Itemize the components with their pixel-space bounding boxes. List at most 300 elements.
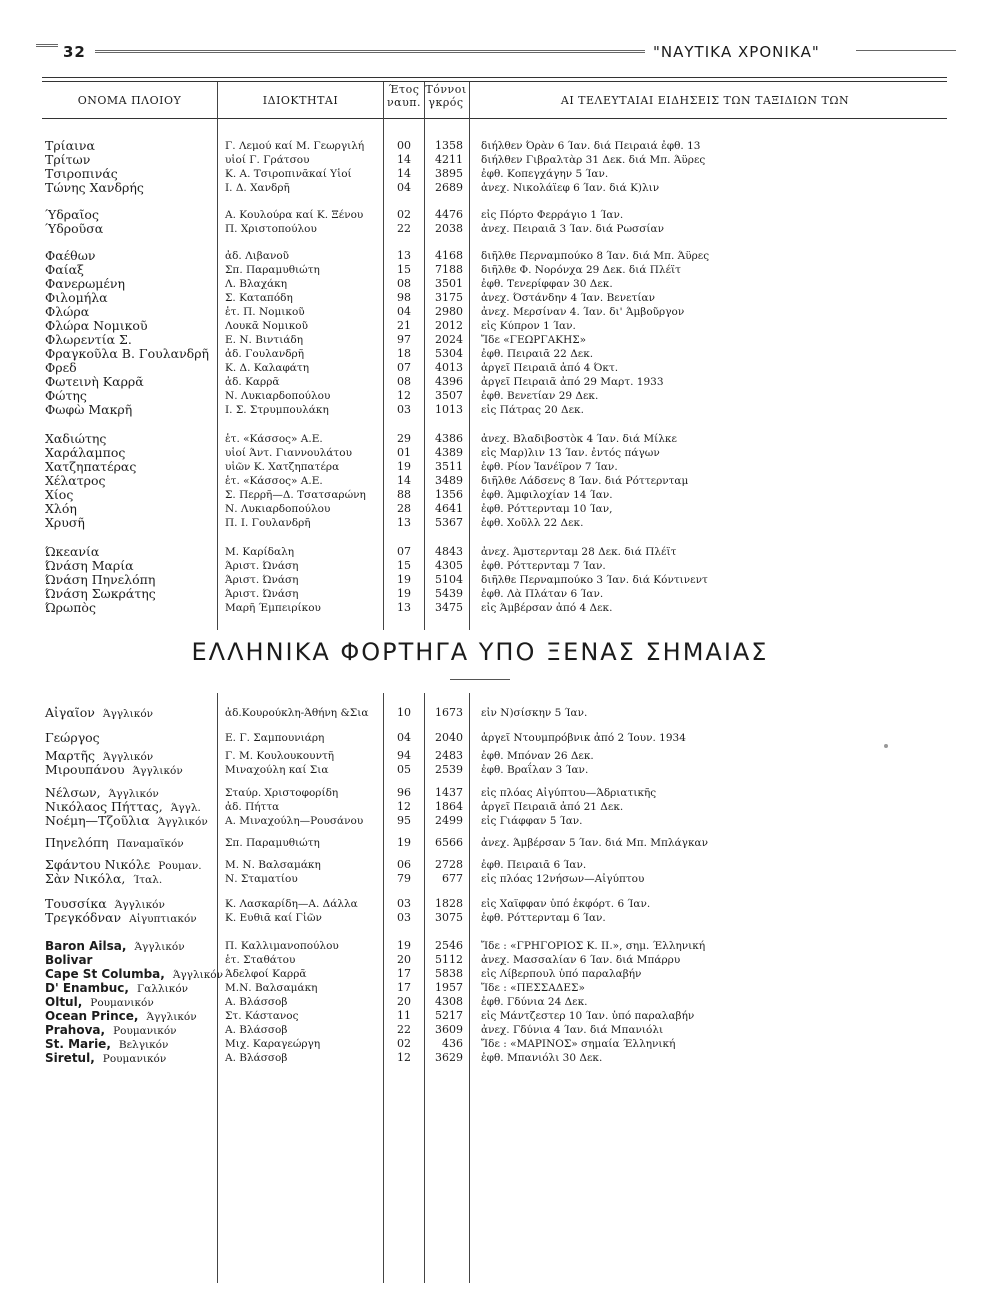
gross-tons: 4013 [435, 361, 463, 374]
build-year: 22 [397, 222, 411, 235]
voyage-news: εἰς Μάντζεστερ 10 Ίαν. ὑπό παραλαβήν [481, 1010, 695, 1022]
build-year: 94 [397, 749, 411, 762]
owner-name: ἀδ.Κουρούκλη-Άθήνη &Σια [225, 707, 369, 719]
owner-name: Ν. Λυκιαρδοπούλου [225, 503, 331, 515]
gross-tons: 2038 [435, 222, 463, 235]
owner-name: ἀδ. Λιβανοῦ [225, 250, 290, 262]
ship-name-text: Τώνης Χανδρής [45, 180, 144, 195]
voyage-news: ἀργεῖ Πειραιᾶ ἀπό 4 Όκτ. [481, 362, 619, 374]
build-year: 17 [397, 981, 411, 994]
voyage-news: ἀνεχ. Γδύνια 4 Ίαν. διά Μπανιόλι [481, 1024, 664, 1036]
gross-tons: 3507 [435, 389, 463, 402]
ship-name-text: Φωτεινὴ Καρρᾶ [45, 374, 144, 389]
ship-name [45, 502, 77, 516]
ship-name [45, 460, 136, 474]
gross-tons: 436 [442, 1037, 463, 1050]
gross-tons: 2040 [435, 731, 463, 744]
ship-name-text: Φλωρεντία Σ. [45, 332, 132, 347]
voyage-news: ἐφθ. Άμφιλοχίαν 14 Ίαν. [481, 489, 613, 501]
build-year: 21 [397, 319, 411, 332]
build-year: 03 [397, 897, 411, 910]
gross-tons: 3475 [435, 601, 463, 614]
table-row [0, 222, 1000, 236]
owner-name: Σταύρ. Χριστοφορίδη [225, 787, 339, 799]
build-year: 01 [397, 446, 411, 459]
flag-label: Άγγλικόν [157, 816, 208, 828]
owner-name: ἀδ. Πήττα [225, 801, 280, 813]
table-row [0, 763, 1000, 777]
voyage-news: ἀνεχ. Μασσαλίαν 6 Ίαν. διά Μπάρρυ [481, 954, 681, 966]
voyage-news: ἐφθ. Ρίον Ἰανέϊρον 7 Ίαν. [481, 461, 618, 473]
ship-name [45, 403, 132, 417]
build-year: 03 [397, 403, 411, 416]
owner-name: Γ. Λεμού καί Μ. Γεωργιλή [225, 140, 365, 152]
build-year: 20 [397, 995, 411, 1008]
ship-name [45, 474, 106, 488]
build-year: 08 [397, 277, 411, 290]
voyage-news: Ἴδε : «ΠΕΣΣΑΔΕΣ» [481, 982, 585, 994]
table-row [0, 181, 1000, 195]
flag-label: Βελγικόν [118, 1039, 169, 1051]
gross-tons: 2499 [435, 814, 463, 827]
build-year: 12 [397, 800, 411, 813]
owner-name: ἑτ. Σταθάτου [225, 954, 296, 966]
gross-tons: 4843 [435, 545, 463, 558]
build-year: 19 [397, 939, 411, 952]
build-year: 14 [397, 153, 411, 166]
build-year: 13 [397, 516, 411, 529]
table-row [0, 706, 1000, 720]
ship-name [45, 277, 125, 291]
ship-name-text: Τσιροπινάς [45, 166, 118, 181]
ship-name-text: Χατζηπατέρας [45, 459, 137, 474]
flag-label: Άγγλικόν [172, 969, 224, 981]
ship-name-text: Ocean Prince, [45, 1009, 139, 1023]
table-row [0, 559, 1000, 573]
build-year: 07 [397, 545, 411, 558]
flag-label: Άγγλ. [170, 802, 201, 814]
gross-tons: 3511 [435, 460, 463, 473]
owner-name: Α. Βλάσσοβ [225, 1024, 288, 1036]
flag-label: Ρουμαν. [158, 860, 202, 872]
gross-tons: 5112 [435, 953, 463, 966]
header-rule-middle [95, 50, 645, 53]
ship-name-text: Τουσσίκα [45, 896, 107, 911]
gross-tons: 3895 [435, 167, 463, 180]
ship-name-text: St. Marie, [45, 1037, 111, 1051]
table-row [0, 814, 1000, 828]
gross-tons: 1957 [435, 981, 463, 994]
gross-tons: 3075 [435, 911, 463, 924]
build-year: 13 [397, 601, 411, 614]
owner-name: Σ. Περρῆ—Δ. Τσατσαρώνη [225, 489, 366, 501]
ship-name [45, 375, 144, 389]
ship-name [45, 153, 90, 167]
owner-name: Ι. Δ. Χανδρῆ [225, 182, 290, 194]
ship-name [45, 263, 84, 277]
table-row [0, 263, 1000, 277]
ship-name-text: Ώνάση Μαρία [45, 558, 134, 573]
ship-name [45, 1037, 168, 1052]
gross-tons: 2546 [435, 939, 463, 952]
header-rule-right [856, 50, 956, 51]
voyage-news: ἐφθ. Κοπεγχάγην 5 Ίαν. [481, 168, 609, 180]
gross-tons: 1356 [435, 488, 463, 501]
build-year: 00 [397, 139, 411, 152]
gross-tons: 4305 [435, 559, 463, 572]
build-year: 12 [397, 389, 411, 402]
voyage-news: εἰς Λίβερπουλ ὑπό παραλαβήν [481, 968, 642, 980]
owner-name: Α. Βλάσσοβ [225, 1052, 288, 1064]
gross-tons: 677 [442, 872, 463, 885]
build-year: 12 [397, 1051, 411, 1064]
ship-name-text: Τρίτων [45, 152, 91, 167]
ship-name [45, 1009, 197, 1024]
flag-label: Παναμαϊκόν [116, 838, 184, 850]
gross-tons: 1358 [435, 139, 463, 152]
owner-name: Α. Βλάσσοβ [225, 996, 288, 1008]
table-row [0, 872, 1000, 886]
magazine-title: "ΝΑΥΤΙΚΑ ΧΡΟΝΙΚΑ" [653, 43, 820, 61]
gross-tons: 3609 [435, 1023, 463, 1036]
ship-name-text: Σὰν Νικόλα, [45, 871, 126, 886]
owner-name: Ε. Γ. Σαμπουνιάρη [225, 732, 325, 744]
table-row [0, 1009, 1000, 1023]
ship-name-text: Σφάντου Νικόλε [45, 857, 151, 872]
ship-name [45, 319, 148, 333]
ship-name [45, 953, 92, 967]
voyage-news: ἐφθ. Τενερίφφαν 30 Δεκ. [481, 278, 613, 290]
owner-name: Α. Μιναχούλη—Ρουσάνου [225, 815, 364, 827]
build-year: 02 [397, 208, 411, 221]
column-header-ship: ΟΝΟΜΑ ΠΛΟΙΟΥ [77, 94, 182, 107]
ship-name-text: Ώνάση Σωκράτης [45, 586, 156, 601]
build-year: 07 [397, 361, 411, 374]
table-row [0, 460, 1000, 474]
build-year: 14 [397, 474, 411, 487]
table-row [0, 967, 1000, 981]
ship-name-text: Νέλσων, [45, 785, 101, 800]
voyage-news: εἰς Άμβέρσαν ἀπό 4 Δεκ. [481, 602, 613, 614]
ship-name-text: Μαρτῆς [45, 748, 95, 763]
voyage-news: Ἴδε «ΓΕΩΡΓΑΚΗΣ» [481, 334, 587, 346]
table-row [0, 545, 1000, 559]
owner-name: Σπ. Παραμυθιώτη [225, 837, 320, 849]
gross-tons: 4168 [435, 249, 463, 262]
voyage-news: διήλθεν Γιβραλτὰρ 31 Δεκ. διά Μπ. Άϋρες [481, 154, 706, 166]
flag-label: Άγγλικόν [108, 788, 159, 800]
flag-label: Ρουμανικόν [113, 1025, 177, 1037]
gross-tons: 4386 [435, 432, 463, 445]
gross-tons: 5304 [435, 347, 463, 360]
table-row [0, 208, 1000, 222]
table-row [0, 277, 1000, 291]
build-year: 04 [397, 181, 411, 194]
build-year: 95 [397, 814, 411, 827]
gross-tons: 3489 [435, 474, 463, 487]
build-year: 19 [397, 587, 411, 600]
build-year: 08 [397, 375, 411, 388]
voyage-news: εἰς Μαρ)λιν 13 Ίαν. ἐντός πάγων [481, 447, 660, 459]
table-row [0, 836, 1000, 850]
ship-name-text: Τρεγκόδναν [45, 910, 122, 925]
voyage-news: εἰς πλόας 12νήσων—Αἰγύπτου [481, 873, 645, 885]
table-row [0, 305, 1000, 319]
gross-tons: 1437 [435, 786, 463, 799]
build-year: 28 [397, 502, 411, 515]
table-row [0, 446, 1000, 460]
ship-name [45, 967, 223, 982]
ship-name-text: Νικόλαος Πήττας, [45, 799, 163, 814]
ship-name-text: Φραγκοῦλα Β. Γουλανδρῆ [45, 346, 210, 361]
ship-name-text: Χλόη [45, 501, 77, 516]
voyage-news: ἐφθ. Ρόττερνταμ 7 Ίαν. [481, 560, 606, 572]
ship-name [45, 573, 155, 587]
voyage-news: ἐφθ. Ρόττερνταμ 6 Ίαν. [481, 912, 606, 924]
owner-name: υἱῶν Κ. Χατζηπατέρα [225, 461, 340, 473]
build-year: 04 [397, 731, 411, 744]
owner-name: Στ. Κάστανος [225, 1010, 299, 1022]
build-year: 04 [397, 305, 411, 318]
table-row [0, 502, 1000, 516]
voyage-news: εἰν Ν)σίσκην 5 Ίαν. [481, 707, 588, 719]
build-year: 11 [397, 1009, 411, 1022]
ship-name [45, 814, 208, 829]
build-year: 19 [397, 836, 411, 849]
voyage-news: ἀνεχ. Νικολάϊεφ 6 Ίαν. διά Κ)λιν [481, 182, 660, 194]
ship-name-text: Ύδραῖος [45, 207, 99, 222]
table-row [0, 800, 1000, 814]
column-header-news: ΑΙ ΤΕΛΕΥΤΑΙΑΙ ΕΙΔΗΣΕΙΣ ΤΩΝ ΤΑΞΙΔΙΩΝ ΤΩΝ [560, 94, 850, 107]
ship-name [45, 139, 95, 153]
gross-tons: 2012 [435, 319, 463, 332]
owner-name: Κ. Λασκαρίδη—Α. Δάλλα [225, 898, 358, 910]
owner-name: Κ. Δ. Καλαφάτη [225, 362, 309, 374]
owner-name: Μ.Ν. Βαλσαμάκη [225, 982, 318, 994]
owner-name: υἱοί Άντ. Γιαννουλάτου [225, 447, 352, 459]
gross-tons: 2483 [435, 749, 463, 762]
build-year: 97 [397, 333, 411, 346]
header-bottom-rule [42, 118, 947, 119]
ship-name-text: Ώκεανία [45, 544, 100, 559]
table-row [0, 291, 1000, 305]
ship-name [45, 939, 185, 954]
build-year: 03 [397, 911, 411, 924]
ship-name-text: Ώνάση Πηνελόπη [45, 572, 156, 587]
owner-name: Μιχ. Καραγεώργη [225, 1038, 321, 1050]
voyage-news: ἐφθ. Γδύνια 24 Δεκ. [481, 996, 588, 1008]
table-row [0, 153, 1000, 167]
ship-name-text: Ώρωπὸς [45, 600, 96, 615]
build-year: 29 [397, 432, 411, 445]
table-row [0, 516, 1000, 530]
voyage-news: εἰς Πόρτο Φερράγιο 1 Ίαν. [481, 209, 624, 221]
voyage-news: διήλθεν Όρὰν 6 Ίαν. διά Πειραιά ἐφθ. 13 [481, 140, 701, 152]
table-row [0, 361, 1000, 375]
ship-name [45, 488, 73, 502]
voyage-news: ἐφθ. Πειραιᾶ 22 Δεκ. [481, 348, 594, 360]
gross-tons: 2980 [435, 305, 463, 318]
ship-name [45, 559, 134, 573]
ship-name-text: Φαίαξ [45, 262, 84, 277]
table-row [0, 858, 1000, 872]
build-year: 13 [397, 249, 411, 262]
ship-name [45, 995, 154, 1010]
ship-name-text: Φανερωμένη [45, 276, 125, 291]
table-row [0, 573, 1000, 587]
flag-label: Ρουμανικόν [90, 997, 154, 1009]
voyage-news: ἐφθ. Μπόναν 26 Δεκ. [481, 750, 594, 762]
table-row [0, 939, 1000, 953]
ship-name-text: Cape St Columba, [45, 967, 165, 981]
voyage-news: εἰς Χαϊφφαν ὑπό ἐκφόρτ. 6 Ίαν. [481, 898, 651, 910]
voyage-news: ἀνεχ. Άμβέρσαν 5 Ίαν. διά Μπ. Μπλάγκαν [481, 837, 708, 849]
table-top-rule [42, 77, 947, 78]
table-row [0, 333, 1000, 347]
voyage-news: ἀνεχ. Άμστερνταμ 28 Δεκ. διά Πλέϊτ [481, 546, 677, 558]
owner-name: Π. Καλλιμανοπούλου [225, 940, 339, 952]
build-year: 22 [397, 1023, 411, 1036]
build-year: 06 [397, 858, 411, 871]
ship-name-text: Siretul, [45, 1051, 95, 1065]
voyage-news: ἐφθ. Μπανιόλι 30 Δεκ. [481, 1052, 603, 1064]
ship-name [45, 872, 162, 887]
ship-name-text: Φρεδ [45, 360, 77, 375]
gross-tons: 2024 [435, 333, 463, 346]
table-row [0, 474, 1000, 488]
voyage-news: ἐφθ. Ρόττερνταμ 10 Ίαν, [481, 503, 613, 515]
build-year: 19 [397, 573, 411, 586]
ship-name-text: Χρυσῆ [45, 515, 85, 530]
ship-name [45, 601, 96, 615]
table-row [0, 403, 1000, 417]
gross-tons: 4641 [435, 502, 463, 515]
gross-tons: 3501 [435, 277, 463, 290]
ship-name-text: Φιλομήλα [45, 290, 108, 305]
voyage-news: ἐφθ. Πειραιᾶ 6 Ίαν. [481, 859, 587, 871]
owner-name: ἑτ. «Κάσσος» Α.Ε. [225, 475, 323, 487]
table-row [0, 167, 1000, 181]
owner-name: Μ. Καρίδαλη [225, 546, 295, 558]
ship-name [45, 516, 85, 530]
table-row [0, 995, 1000, 1009]
ship-name [45, 222, 103, 236]
build-year: 10 [397, 706, 411, 719]
ship-name [45, 911, 197, 926]
ship-name [45, 763, 183, 778]
owner-name: ἑτ. «Κάσσος» Α.Ε. [225, 433, 323, 445]
flag-label: Άγγλικόν [146, 1011, 197, 1023]
flag-label: Ίταλ. [133, 874, 163, 886]
owner-name: Κ. Α. Τσιροπινᾶκαί Υἱοί [225, 168, 352, 180]
page-number: 32 [63, 43, 86, 61]
table-row [0, 347, 1000, 361]
ship-name [45, 181, 144, 195]
ship-name-text: Χίος [45, 487, 74, 502]
owner-name: Λουκᾶ Νομικοῦ [225, 320, 308, 332]
owner-name: ἀδ. Καρρᾶ [225, 376, 280, 388]
gross-tons: 3175 [435, 291, 463, 304]
owner-name: Άδελφοί Καρρᾶ [225, 968, 307, 980]
owner-name: ἀδ. Γουλανδρῆ [225, 348, 304, 360]
table-row [0, 601, 1000, 615]
voyage-news: εἰς Πάτρας 20 Δεκ. [481, 404, 584, 416]
build-year: 96 [397, 786, 411, 799]
ship-name-text: Νοέμη—Τζοῦλια [45, 813, 150, 828]
build-year: 17 [397, 967, 411, 980]
ship-name [45, 432, 106, 446]
table-row [0, 1051, 1000, 1065]
ship-name-text: Φλώρα [45, 304, 90, 319]
gross-tons: 2728 [435, 858, 463, 871]
flag-label: Ρουμανικόν [102, 1053, 167, 1065]
ship-name-text: Baron Ailsa, [45, 939, 127, 953]
ship-name-text: Φλώρα Νομικοῦ [45, 318, 148, 333]
build-year: 88 [397, 488, 411, 501]
table-row [0, 786, 1000, 800]
table-row [0, 749, 1000, 763]
ship-name [45, 981, 188, 996]
owner-name: Άριστ. Ώνάση [225, 588, 299, 600]
gross-tons: 5439 [435, 587, 463, 600]
table-top-rule-2 [42, 81, 947, 82]
ship-name-text: Αἰγαῖον [45, 705, 95, 720]
ship-name-text: Πηνελόπη [45, 835, 109, 850]
voyage-news: διῆλθε Περναμπούκο 3 Ίαν. διά Κόντινεντ [481, 574, 708, 586]
flag-label: Άγγλικόν [134, 941, 185, 953]
owner-name: Μαρῆ Έμπειρίκου [225, 602, 321, 614]
ship-name-text: Γεώργος [45, 730, 100, 745]
gross-tons: 4211 [435, 153, 463, 166]
table-row [0, 587, 1000, 601]
header-rule-left [36, 44, 58, 47]
voyage-news: εἰς Κύπρον 1 Ίαν. [481, 320, 576, 332]
ship-name [45, 545, 99, 559]
gross-tons: 1673 [435, 706, 463, 719]
owner-name: Κ. Ευθιᾶ καί Γἰῶν [225, 912, 322, 924]
gross-tons: 1013 [435, 403, 463, 416]
table-row [0, 981, 1000, 995]
build-year: 19 [397, 460, 411, 473]
ship-name-text: Oltul, [45, 995, 83, 1009]
owner-name: υἱοί Γ. Γράτσου [225, 154, 310, 166]
ship-name-text: Μιρουπάνου [45, 762, 125, 777]
gross-tons: 4396 [435, 375, 463, 388]
ship-name-text: Χέλατρος [45, 473, 106, 488]
table-row [0, 953, 1000, 967]
flag-label: Άγγλικόν [103, 751, 154, 763]
flag-label: Άγγλικόν [102, 708, 154, 720]
table-row [0, 249, 1000, 263]
voyage-news: Ἴδε : «ΓΡΗΓΟΡΙΟΣ Κ. ΙΙ.», σημ. Έλληνική [481, 940, 706, 952]
owner-name: Άριστ. Ώνάση [225, 574, 299, 586]
gross-tons: 4308 [435, 995, 463, 1008]
column-header-year: Έτος ναυπ. [386, 83, 422, 109]
flag-label: Αἰγυπτιακόν [129, 913, 197, 925]
owner-name: ἑτ. Π. Νομικοῦ [225, 306, 305, 318]
voyage-news: εἰς πλόας Αἰγύπτου—Άδριατικῆς [481, 787, 657, 799]
voyage-news: διῆλθε Λάδσενς 8 Ίαν. διά Ρόττερνταμ [481, 475, 689, 487]
column-header-owners: ΙΔΙΟΚΤΗΤΑΙ [262, 94, 339, 107]
owner-name: Ν. Σταματίου [225, 873, 298, 885]
ship-name-text: Prahova, [45, 1023, 106, 1037]
voyage-news: ἀργεῖ Ντουμπρόβνικ ἀπό 2 Ίουν. 1934 [481, 732, 686, 744]
section-title: ΕΛΛΗΝΙΚΑ ΦΟΡΤΗΓΑ ΥΠΟ ΞΕΝΑΣ ΣΗΜΑΙΑΣ [191, 638, 769, 666]
gross-tons: 3629 [435, 1051, 463, 1064]
table-row [0, 911, 1000, 925]
gross-tons: 5217 [435, 1009, 463, 1022]
voyage-news: Ἴδε : «ΜΑΡΙΝΟΣ» σημαία Έλληνική [481, 1038, 676, 1050]
